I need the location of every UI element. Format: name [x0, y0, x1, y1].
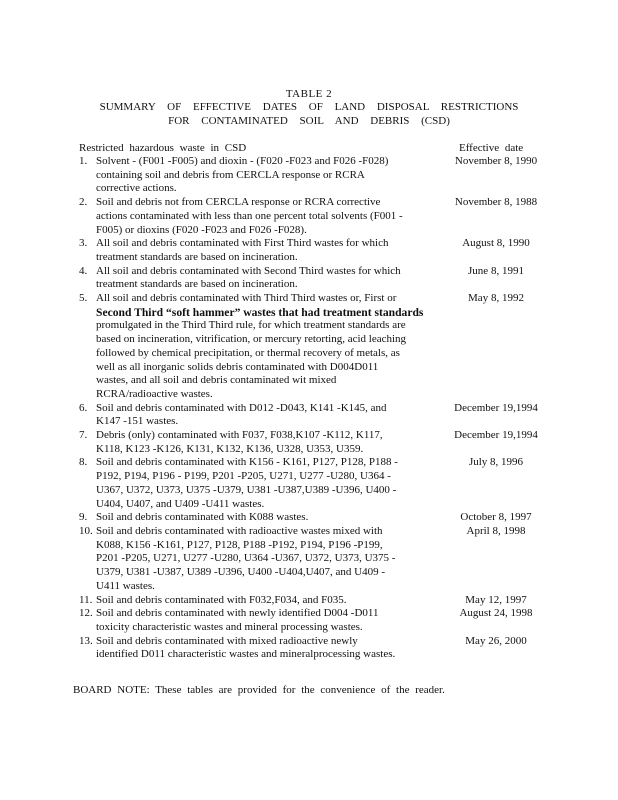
- entry-description-line: All soil and debris contaminated with Second Third wastes for which: [96, 264, 401, 277]
- entry-description-line: All soil and debris contaminated with Third Third wastes or, First or: [96, 292, 397, 305]
- entry-description-line: wastes, and all soil and debris contaminated wit mixed: [96, 374, 337, 387]
- table-number: TABLE 2: [285, 88, 333, 100]
- table-title-line-2: FOR CONTAMINATED SOIL AND DEBRIS (CSD): [168, 115, 450, 127]
- entry-description-line: toxicity characteristic wastes and mineral processing wastes.: [96, 620, 363, 633]
- entry-description: [96, 402, 434, 429]
- entry-description: [96, 525, 434, 594]
- entry-description: [96, 196, 434, 237]
- entry-description-line: U404, U407, and U409 -U411 wastes.: [96, 497, 265, 510]
- entry-effective-date: December 19,1994: [454, 429, 538, 442]
- entry-description-line: treatment standards are based on incineration.: [96, 250, 298, 263]
- entry-number: 9.: [79, 511, 88, 524]
- entry-number: 6.: [79, 401, 88, 414]
- entry-description: [96, 292, 434, 402]
- entry-description-line: identified D011 characteristic wastes and mineralprocessing wastes.: [96, 648, 396, 661]
- entry-description-line: U379, U381 -U387, U389 -U396, U400 -U404,U407, and U409 -: [96, 566, 386, 579]
- entry-description-line: followed by chemical precipitation, or thermal recovery of metals, as: [96, 346, 400, 359]
- entry-effective-date: May 26, 2000: [465, 634, 527, 647]
- entry-description-line: P201 -P205, U271, U277 -U280, U364 -U367, U372, U373, U375 -: [96, 552, 396, 565]
- entry-description-line: based on incineration, vitrification, or mercury retorting, acid leaching: [96, 333, 407, 346]
- entry-number: 8.: [79, 456, 88, 469]
- entry-description-line: U411 wastes.: [96, 579, 155, 592]
- entry-description-line: F005) or dioxins (F020 -F023 and F026 -F028).: [96, 223, 307, 236]
- entry-description-line: Debris (only) contaminated with F037, F038,K107 -K112, K117,: [96, 429, 383, 442]
- entry-effective-date: November 8, 1990: [454, 155, 538, 167]
- table-row: [79, 237, 549, 264]
- entry-number: 1.: [79, 155, 88, 167]
- table-row: [79, 511, 549, 525]
- board-note: BOARD NOTE: These tables are provided for the convenience of the reader.: [73, 684, 445, 696]
- entry-description-line: Soil and debris contaminated with K156 - K161, P127, P128, P188 -: [96, 456, 398, 469]
- entry-effective-date: June 8, 1991: [468, 264, 524, 277]
- entry-description-line: U367, U372, U373, U375 -U379, U381 -U387,U389 -U396, U400 -: [96, 483, 397, 496]
- table-row: [79, 155, 549, 196]
- entry-description: [96, 429, 434, 456]
- entry-description-line: containing soil and debris from CERCLA response or RCRA: [96, 168, 365, 181]
- entry-description: [96, 265, 434, 292]
- entry-effective-date: May 8, 1992: [468, 292, 524, 305]
- entry-description: [96, 155, 434, 196]
- entry-description-line: RCRA/radioactive wastes.: [96, 387, 213, 400]
- entry-description-line: treatment standards are based on incineration.: [96, 278, 298, 291]
- table-row: [79, 525, 549, 594]
- entry-number: 4.: [79, 264, 88, 277]
- table-row: [79, 196, 549, 237]
- entry-description: [96, 594, 434, 608]
- entry-description-line: Solvent - (F001 -F005) and dioxin - (F020 -F023 and F026 -F028): [96, 155, 389, 167]
- entry-number: 7.: [79, 429, 88, 442]
- entry-description-line: Soil and debris contaminated with mixed radioactive newly: [96, 634, 358, 647]
- column-header-effective-date: Effective date: [459, 142, 524, 154]
- entry-description-line: Soil and debris not from CERCLA response or RCRA corrective: [96, 196, 381, 209]
- entry-description-line: K118, K123 -K126, K131, K132, K136, U328, U353, U359.: [96, 442, 364, 455]
- entry-description: [96, 635, 434, 662]
- entry-description-line: P192, P194, P196 - P199, P201 -P205, U271, U277 -U280, U364 -: [96, 470, 391, 483]
- entry-description-line: K088, K156 -K161, P127, P128, P188 -P192, P194, P196 -P199,: [96, 538, 383, 551]
- entry-effective-date: July 8, 1996: [468, 456, 524, 469]
- table-row: [79, 292, 549, 402]
- entry-description-line: Soil and debris contaminated with K088 wastes.: [96, 511, 309, 524]
- entry-number: 3.: [79, 237, 88, 250]
- entry-number: 2.: [79, 196, 88, 209]
- entry-description: [96, 511, 434, 525]
- entry-description: [96, 237, 434, 264]
- entry-description: [96, 456, 434, 511]
- table-row: [79, 594, 549, 608]
- entry-description-line: Soil and debris contaminated with F032,F034, and F035.: [96, 593, 347, 606]
- table-row: [79, 635, 549, 662]
- entry-description-line: Soil and debris contaminated with D012 -D043, K141 -K145, and: [96, 401, 387, 414]
- entry-effective-date: October 8, 1997: [460, 511, 532, 524]
- table-row: [79, 265, 549, 292]
- entry-effective-date: April 8, 1998: [466, 524, 526, 537]
- entry-description-line: Soil and debris contaminated with radioactive wastes mixed with: [96, 524, 383, 537]
- entry-description-line: All soil and debris contaminated with First Third wastes for which: [96, 237, 389, 250]
- entry-description: [96, 607, 434, 634]
- entry-number: 11.: [79, 593, 93, 606]
- table-row: [79, 402, 549, 429]
- entry-number: 10.: [79, 524, 93, 537]
- table-row: [79, 607, 549, 634]
- restrictions-list: [79, 155, 549, 662]
- entry-description-line: K147 -151 wastes.: [96, 415, 179, 428]
- entry-effective-date: May 12, 1997: [465, 593, 527, 606]
- column-header-waste: Restricted hazardous waste in CSD: [79, 142, 247, 154]
- entry-number: 12.: [79, 607, 93, 620]
- entry-description-line: corrective actions.: [96, 182, 177, 195]
- entry-effective-date: November 8, 1988: [454, 196, 538, 209]
- entry-number: 13.: [79, 634, 93, 647]
- entry-effective-date: December 19,1994: [454, 401, 538, 414]
- entry-description-line: actions contaminated with less than one percent total solvents (F001 -: [96, 209, 403, 222]
- table-title-line-1: SUMMARY OF EFFECTIVE DATES OF LAND DISPOSAL RESTRICTIONS: [99, 101, 519, 113]
- entry-description-line: Second Third “soft hammer” wastes that had treatment standards: [96, 305, 424, 319]
- entry-description-line: well as all inorganic solids debris contaminated with D004D011: [96, 360, 379, 373]
- entry-effective-date: August 24, 1998: [459, 607, 533, 620]
- entry-number: 5.: [79, 292, 88, 305]
- entry-description-line: promulgated in the Third Third rule, for which treatment standards are: [96, 319, 406, 332]
- table-row: [79, 456, 549, 511]
- entry-effective-date: August 8, 1990: [462, 237, 530, 250]
- table-row: [79, 429, 549, 456]
- entry-description-line: Soil and debris contaminated with newly identified D004 -D011: [96, 607, 379, 620]
